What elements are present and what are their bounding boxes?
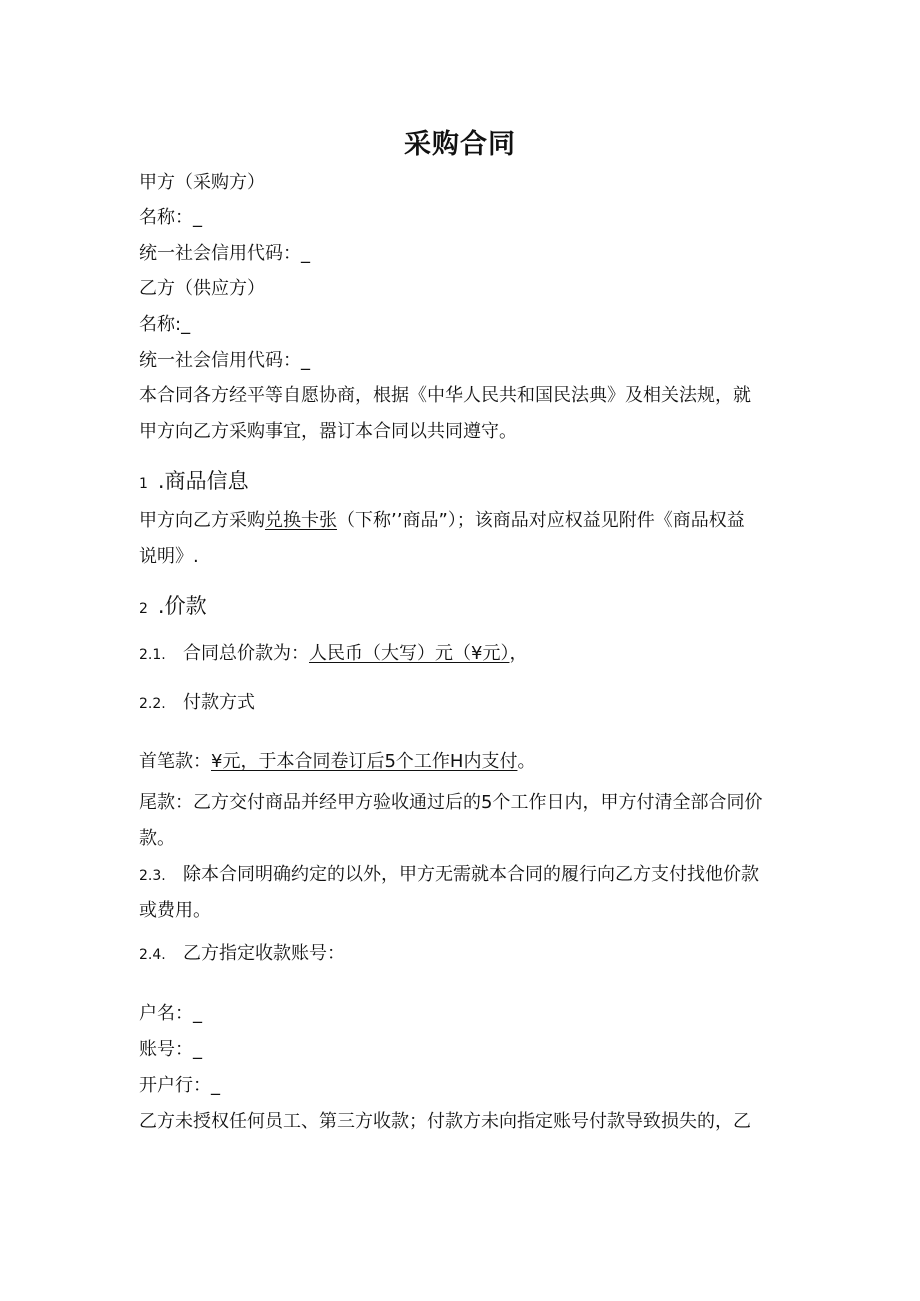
section-1-number: 1	[139, 476, 148, 492]
preamble-line-1: 本合同各方经平等自愿协商，根据《中华人民共和国民法典》及相关法规，就	[139, 385, 751, 406]
section-1-line-1	[139, 510, 745, 532]
clause-2-2-label: 付款方式	[183, 692, 255, 713]
preamble-line-2: 甲方向乙方采购事宜，嚣订本合同以共同遵守。	[139, 421, 517, 442]
party-a-name: 名称：_	[139, 207, 202, 228]
clause-2-1	[139, 643, 527, 666]
party-a-heading: 甲方（采购方）	[139, 172, 265, 193]
first-payment-value: ¥元，于本合同卷订后5个工作H内支付	[211, 751, 518, 772]
section-2-heading	[139, 593, 207, 622]
clause-2-3-line-1	[139, 864, 759, 887]
section-1-title: .商品信息	[157, 469, 249, 493]
party-b-name: 名称:_	[139, 314, 191, 335]
clause-2-1-label: 合同总价款为：	[183, 643, 309, 664]
first-payment	[139, 751, 535, 773]
clause-2-3-text: 除本合同明确约定的以外，甲方无需就本合同的履行向乙方支付找他价款	[183, 864, 759, 885]
final-payment-line-2: 款。	[139, 828, 175, 849]
party-b-heading: 乙方（供应方）	[139, 278, 265, 299]
final-payment-line-1: 尾款：乙方交付商品并经甲方验收通过后的5个工作日内，甲方付清全部合同价	[139, 792, 763, 813]
clause-2-1-tail: ，	[509, 643, 528, 664]
document-title: 采购合同	[404, 129, 516, 160]
clause-2-3-number: 2.3.	[139, 868, 166, 884]
account-holder: 户名：_	[139, 1003, 202, 1024]
clause-2-3-line-2: 或费用。	[139, 900, 211, 921]
section-2-number: 2	[139, 601, 148, 617]
clause-2-1-value: 人民币（大写）元（¥元）	[309, 643, 510, 664]
first-payment-tail: 。	[517, 751, 536, 772]
section-1-heading	[139, 468, 249, 497]
account-notice: 乙方未授权任何员工、第三方收款；付款方未向指定账号付款导致损失的，乙	[139, 1111, 751, 1132]
clause-2-4-label: 乙方指定收款账号：	[183, 943, 345, 964]
first-payment-label: 首笔款：	[139, 751, 211, 772]
account-number: 账号：_	[139, 1039, 202, 1060]
clause-2-2	[139, 692, 255, 715]
clause-2-4	[139, 943, 345, 966]
section-1-text-b: （下称’’商品”）；该商品对应权益见附件《商品权益	[337, 510, 745, 531]
section-2-title: .价款	[157, 594, 207, 618]
section-1-product: 兑换卡张	[265, 510, 337, 531]
clause-2-1-number: 2.1.	[139, 647, 166, 663]
party-b-credit-code: 统一社会信用代码：_	[139, 350, 310, 371]
section-1-line-2: 说明》.	[139, 546, 199, 567]
section-1-text-a: 甲方向乙方采购	[139, 510, 265, 531]
clause-2-4-number: 2.4.	[139, 947, 166, 963]
clause-2-2-number: 2.2.	[139, 696, 166, 712]
party-a-credit-code: 统一社会信用代码：_	[139, 243, 310, 264]
account-bank: 开户行：_	[139, 1075, 220, 1096]
